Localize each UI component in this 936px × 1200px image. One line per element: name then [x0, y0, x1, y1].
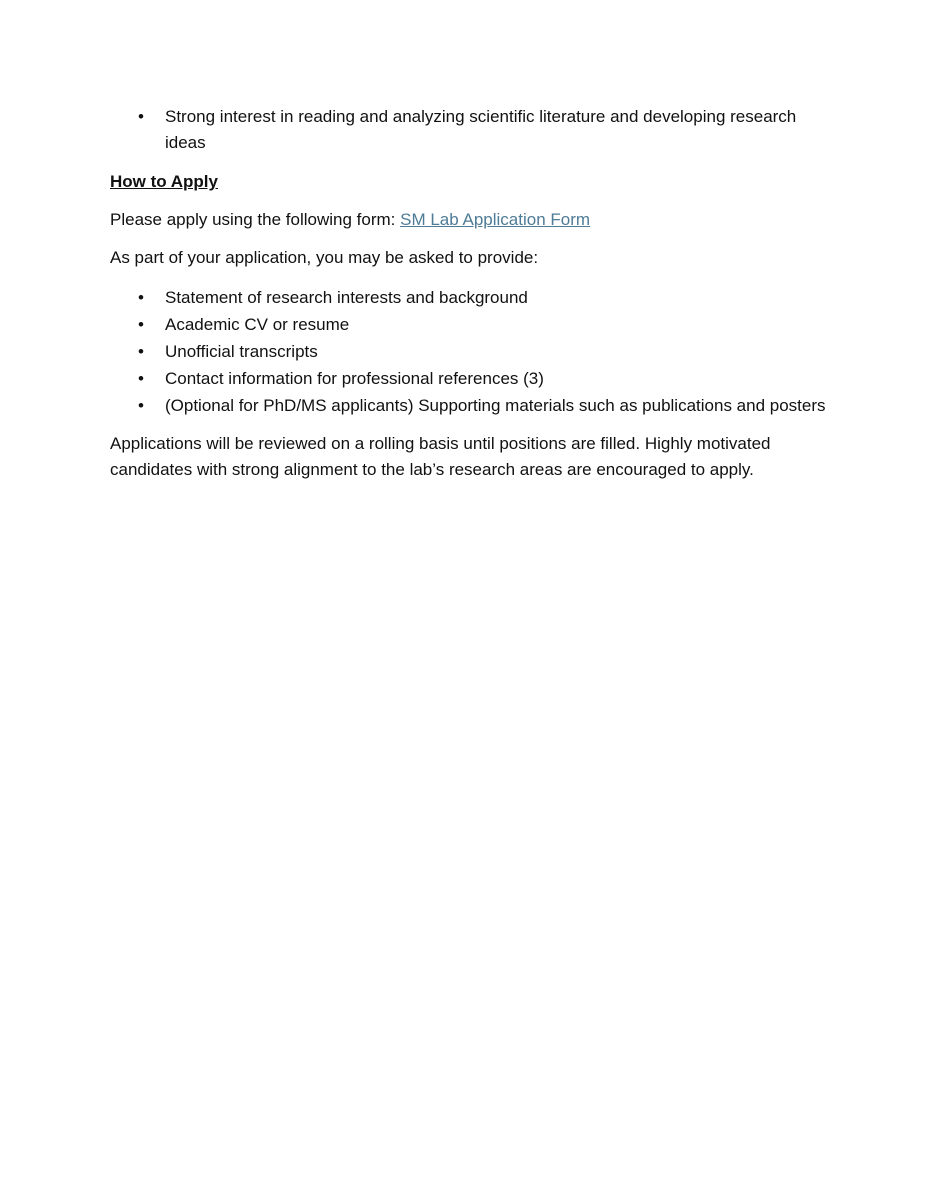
- list-item-text: Strong interest in reading and analyzing scientific literature and developing research ideas: [165, 107, 797, 152]
- list-item: [110, 311, 830, 338]
- application-materials-list: [110, 284, 830, 419]
- list-item: [110, 365, 830, 392]
- qualifications-list: [110, 104, 830, 156]
- list-item: [110, 104, 830, 156]
- list-item-text: Statement of research interests and background: [165, 288, 528, 307]
- bullet-icon: •: [138, 342, 144, 361]
- apply-form-prefix: Please apply using the following form:: [110, 210, 401, 229]
- bullet-icon: •: [138, 396, 144, 415]
- document-page: [110, 104, 830, 483]
- closing-paragraph: Applications will be reviewed on a rolling basis until positions are filled. Highly motivated candidates with strong alignment to the lab’s research areas are encouraged to apply.: [110, 434, 771, 479]
- list-item-text: (Optional for PhD/MS applicants) Supporting materials such as publications and posters: [165, 396, 826, 415]
- bullet-icon: •: [138, 288, 144, 307]
- how-to-apply-heading: How to Apply: [110, 172, 218, 191]
- apply-form-paragraph: [110, 207, 830, 233]
- list-item-text: Contact information for professional references (3): [165, 369, 544, 388]
- list-item: [110, 284, 830, 311]
- bullet-icon: •: [138, 315, 144, 334]
- list-item: [110, 392, 830, 419]
- list-item: [110, 338, 830, 365]
- list-item-text: Academic CV or resume: [165, 315, 350, 334]
- application-form-link[interactable]: SM Lab Application Form: [400, 210, 591, 229]
- list-item-text: Unofficial transcripts: [165, 342, 318, 361]
- bullet-icon: •: [138, 369, 144, 388]
- bullet-icon: •: [138, 107, 144, 126]
- provide-intro-paragraph: As part of your application, you may be asked to provide:: [110, 248, 539, 267]
